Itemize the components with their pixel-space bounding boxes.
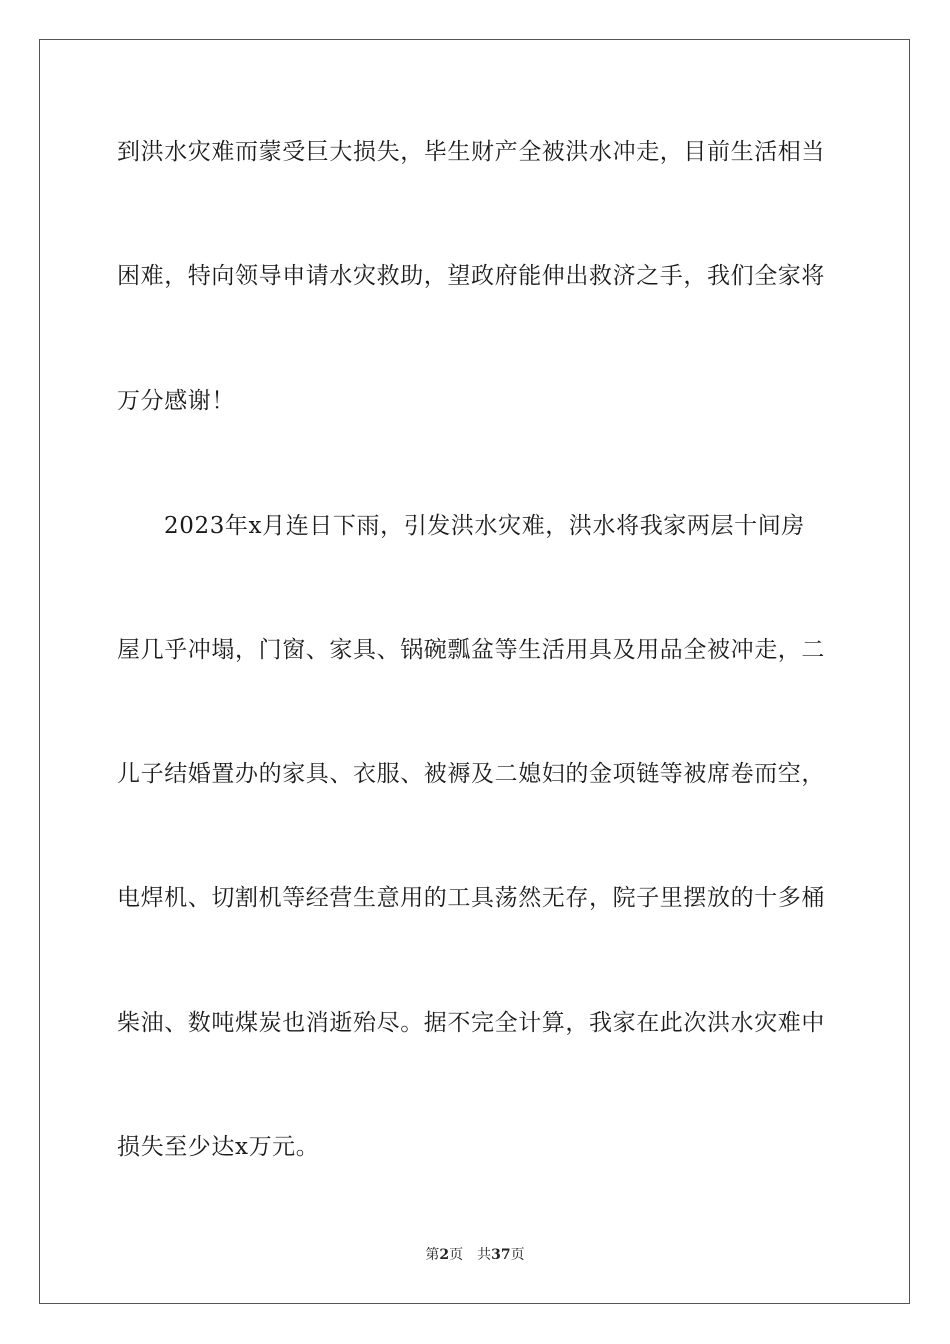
- body-line-6: 儿子结婚置办的家具、衣服、被褥及二媳妇的金项链等被席卷而空，: [117, 761, 825, 787]
- footer-page-suffix: 页: [449, 1247, 464, 1263]
- footer-total-suffix: 页: [510, 1247, 525, 1263]
- footer-total-pages: 37: [491, 1247, 511, 1263]
- body-line-9: 损失至少达x万元。: [117, 1134, 320, 1160]
- page-footer: [0, 1246, 950, 1264]
- page-border: [39, 39, 910, 1304]
- body-line-7: 电焊机、切割机等经营生意用的工具荡然无存，院子里摆放的十多桶: [117, 885, 825, 911]
- footer-page-prefix: 第: [425, 1247, 440, 1263]
- footer-total-prefix: 共: [477, 1247, 492, 1263]
- body-line-2: 困难，特向领导申请水灾救助，望政府能伸出救济之手，我们全家将: [117, 263, 825, 289]
- body-line-5: 屋几乎冲塌，门窗、家具、锅碗瓢盆等生活用具及用品全被冲走，二: [117, 637, 825, 663]
- body-line-8: 柴油、数吨煤炭也消逝殆尽。据不完全计算，我家在此次洪水灾难中: [117, 1010, 825, 1036]
- body-line-4: 2023年x月连日下雨，引发洪水灾难，洪水将我家两层十间房: [164, 513, 805, 539]
- body-line-1: 到洪水灾难而蒙受巨大损失，毕生财产全被洪水冲走，目前生活相当: [117, 139, 825, 165]
- body-line-3: 万分感谢！: [117, 388, 235, 414]
- footer-page-number: 2: [439, 1247, 450, 1263]
